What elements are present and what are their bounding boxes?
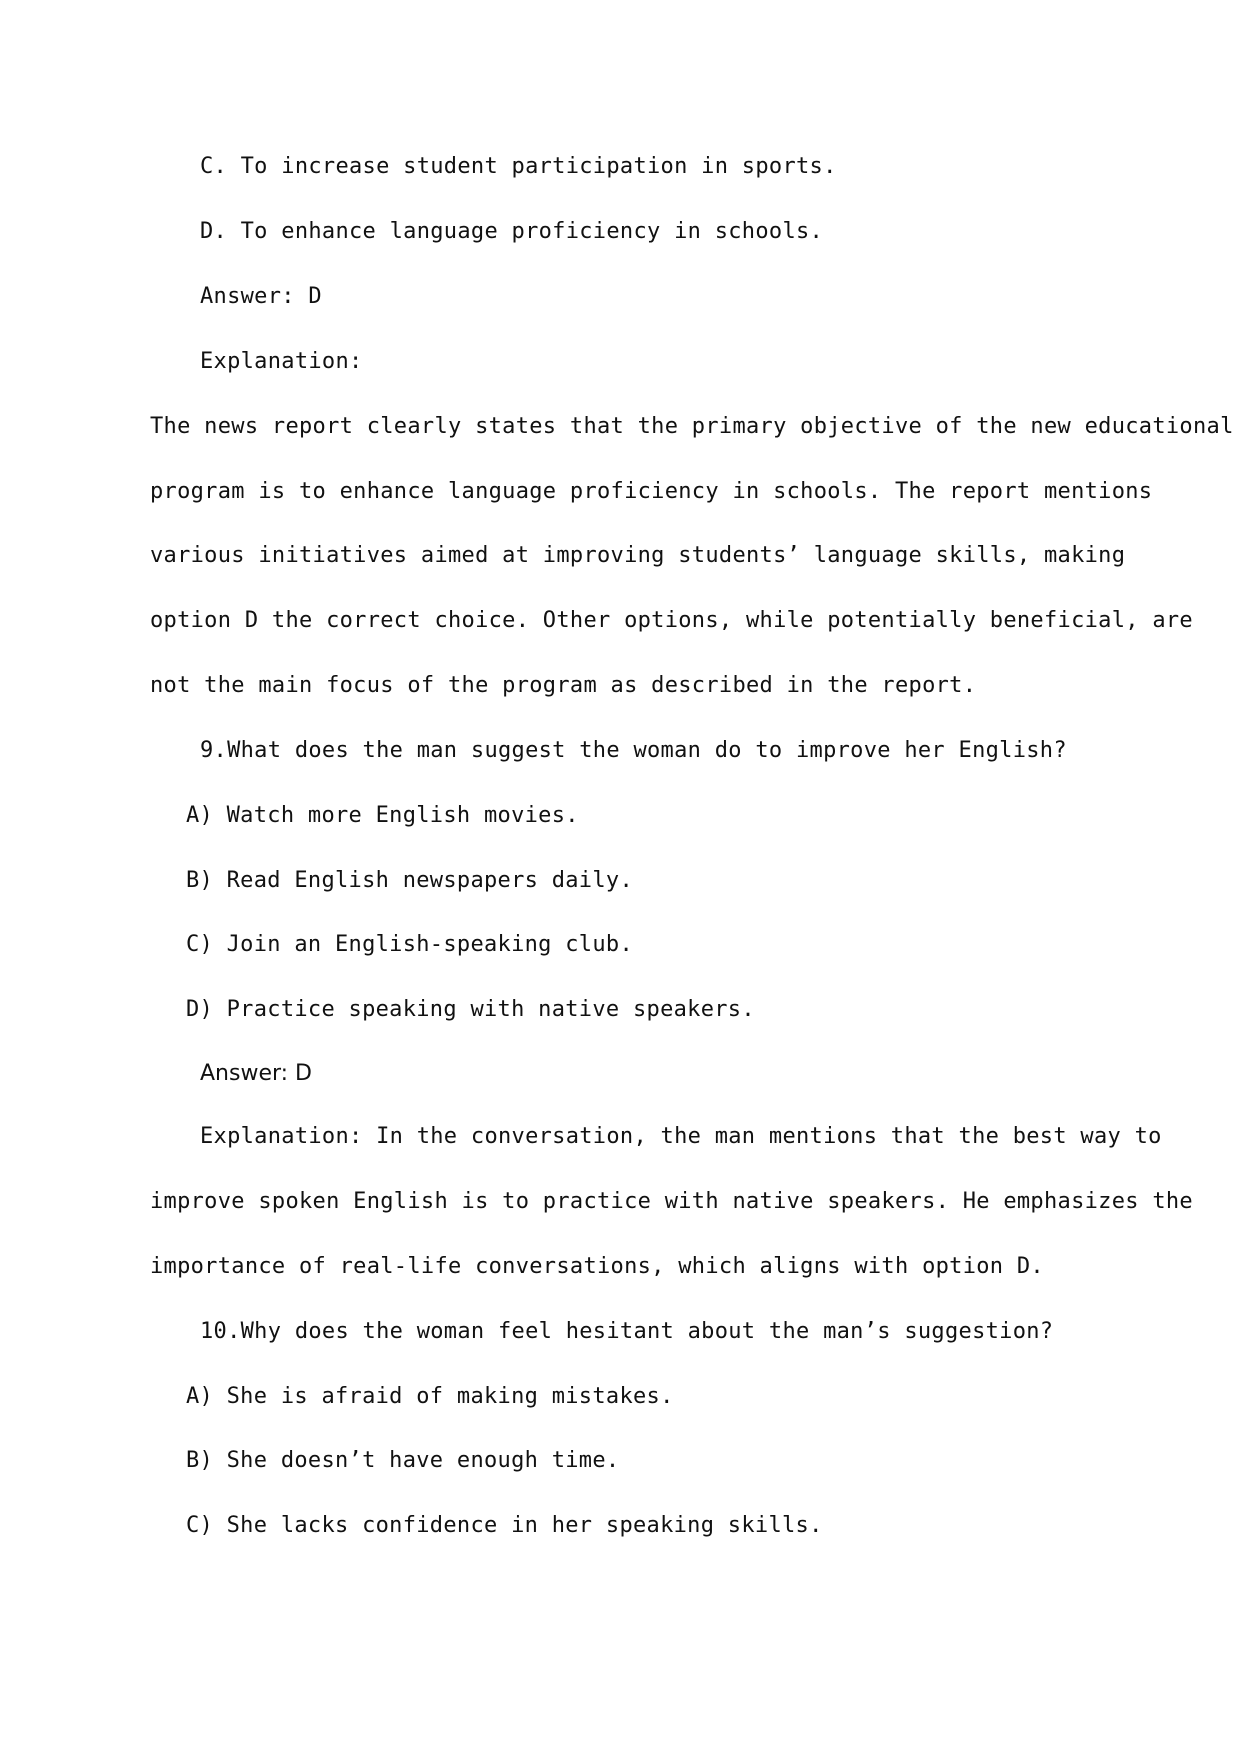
q9-explanation-line: improve spoken English is to practice with native speakers. He emphasizes the bbox=[150, 1189, 1193, 1214]
q10-option-b: B) She doesn’t have enough time. bbox=[186, 1448, 620, 1473]
q10-option-c: C) She lacks confidence in her speaking skills. bbox=[186, 1513, 823, 1538]
q8-answer: Answer: D bbox=[200, 284, 322, 309]
q8-option-d: D. To enhance language proficiency in schools. bbox=[200, 219, 824, 244]
q9-question: 9.What does the man suggest the woman do to improve her English? bbox=[200, 738, 1067, 763]
q9-option-a: A) Watch more English movies. bbox=[186, 803, 579, 828]
q8-option-c: C. To increase student participation in sports. bbox=[200, 154, 837, 179]
q8-explanation-line: various initiatives aimed at improving students’ language skills, making bbox=[150, 543, 1126, 568]
q8-explanation-line: option D the correct choice. Other options, while potentially beneficial, are bbox=[150, 608, 1193, 633]
q9-option-d: D) Practice speaking with native speakers. bbox=[186, 997, 755, 1022]
q8-explanation-line: program is to enhance language proficiency in schools. The report mentions bbox=[150, 479, 1153, 504]
q8-explanation-line: The news report clearly states that the primary objective of the new educational bbox=[150, 414, 1234, 439]
q9-option-b: B) Read English newspapers daily. bbox=[186, 868, 633, 893]
q8-explanation-heading: Explanation: bbox=[200, 349, 363, 374]
q9-answer: Answer: D bbox=[200, 1061, 312, 1086]
q9-explanation-line: Explanation: In the conversation, the man mentions that the best way to bbox=[200, 1124, 1162, 1149]
q8-explanation-line: not the main focus of the program as described in the report. bbox=[150, 673, 977, 698]
q10-question: 10.Why does the woman feel hesitant about the man’s suggestion? bbox=[200, 1319, 1054, 1344]
q9-option-c: C) Join an English-speaking club. bbox=[186, 932, 633, 957]
q9-explanation-line: importance of real-life conversations, which aligns with option D. bbox=[150, 1254, 1044, 1279]
q10-option-a: A) She is afraid of making mistakes. bbox=[186, 1384, 674, 1409]
